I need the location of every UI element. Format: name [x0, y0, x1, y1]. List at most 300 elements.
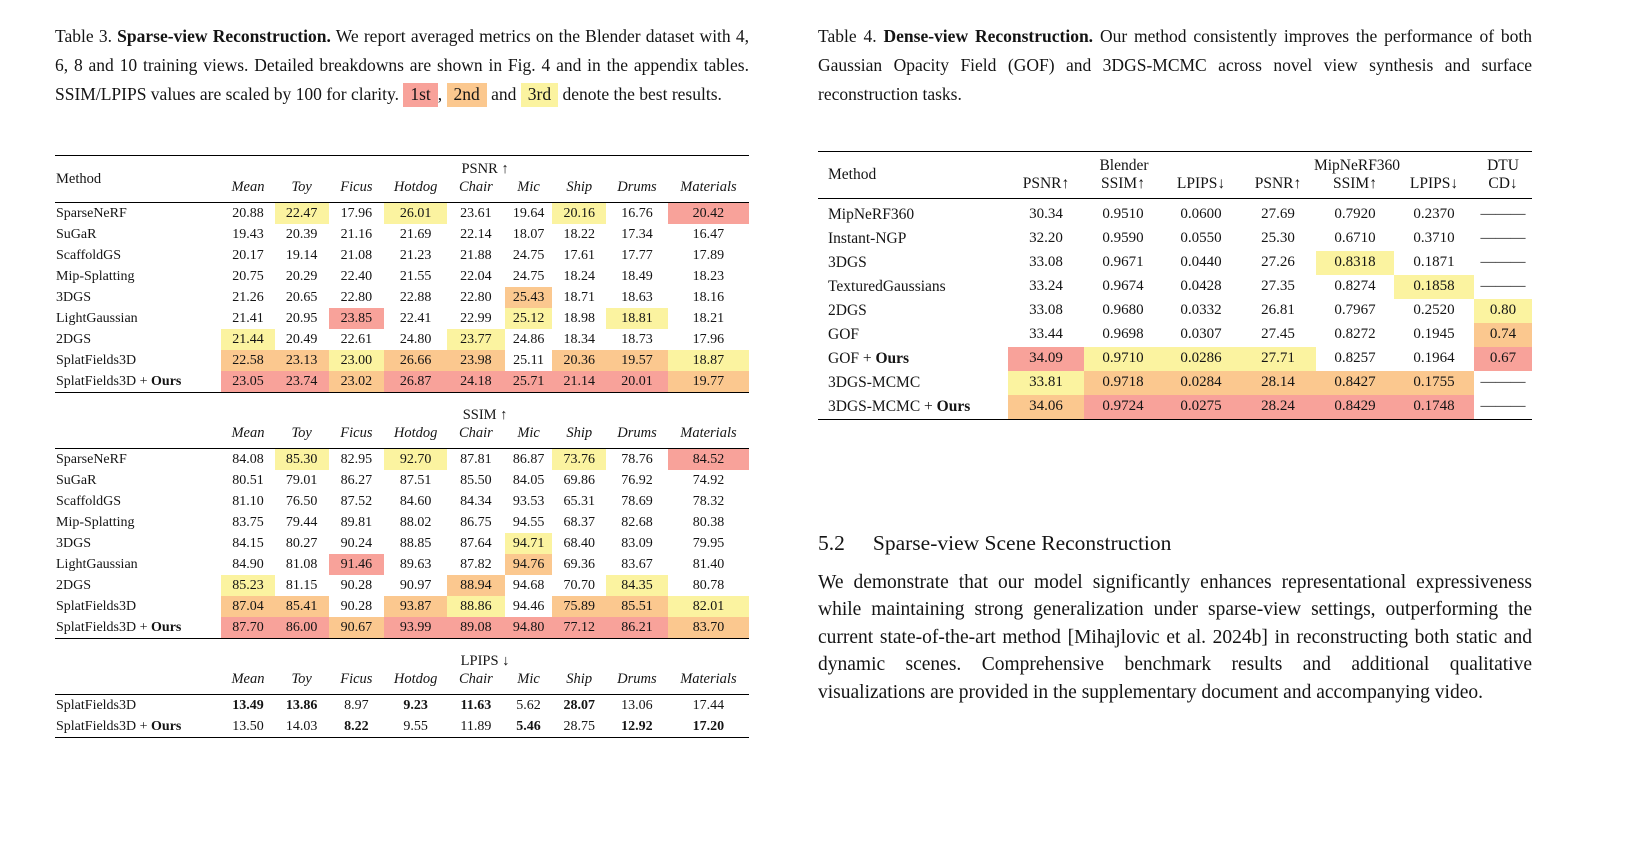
- value-cell: 0.0600: [1180, 206, 1222, 222]
- value-cell: 0.6710: [1334, 230, 1376, 246]
- value-cell: 89.63: [399, 557, 432, 572]
- value-cell: 26.66: [384, 350, 447, 371]
- table3-caption-tail: denote the best results.: [562, 84, 722, 104]
- table-row: [55, 512, 749, 533]
- value-cell: 22.99: [460, 311, 492, 326]
- method-cell: SuGaR: [56, 473, 97, 488]
- value-cell: 20.42: [668, 203, 749, 225]
- column-header: Mic: [505, 670, 553, 695]
- method-cell: TexturedGaussians: [828, 278, 946, 295]
- table-row: [55, 350, 749, 371]
- value-cell: 92.70: [384, 449, 447, 471]
- column-header: Materials: [668, 178, 749, 203]
- value-cell: 88.02: [399, 515, 432, 530]
- value-cell: 21.55: [399, 269, 432, 284]
- method-cell: SplatFields3D + Ours: [56, 374, 182, 389]
- value-cell: 79.01: [285, 473, 318, 488]
- value-cell: 86.87: [512, 452, 545, 467]
- column-header: Drums: [606, 178, 668, 203]
- value-cell: 88.85: [399, 536, 432, 551]
- value-cell: 80.27: [285, 536, 318, 551]
- value-cell: 0.8429: [1316, 395, 1394, 420]
- ours-label: Ours: [151, 374, 182, 389]
- table4-caption-label: Table 4.: [818, 26, 877, 46]
- column-header: LPIPS↓: [1162, 175, 1240, 199]
- table-row: [55, 575, 749, 596]
- value-cell: 25.71: [505, 371, 553, 393]
- value-cell: 12.92: [621, 719, 653, 734]
- method-column-header: [55, 648, 221, 695]
- value-cell: 23.98: [447, 350, 505, 371]
- method-cell: 3DGS-MCMC + Ours: [828, 398, 971, 415]
- value-cell: 84.90: [232, 557, 264, 572]
- value-cell: 18.71: [563, 290, 595, 305]
- method-cell: GOF + Ours: [828, 350, 910, 367]
- method-cell: 3DGS: [56, 290, 92, 305]
- value-cell: 0.9590: [1102, 230, 1144, 246]
- value-cell: 90.28: [340, 599, 373, 614]
- value-cell: 18.22: [563, 227, 595, 242]
- column-header: Ship: [552, 670, 606, 695]
- value-cell: 87.52: [340, 494, 373, 509]
- ours-label: Ours: [936, 398, 971, 415]
- value-cell: 86.75: [460, 515, 492, 530]
- value-cell: 94.71: [505, 533, 553, 554]
- value-cell: 87.51: [399, 473, 432, 488]
- value-cell: 0.1858: [1394, 275, 1474, 299]
- value-cell: 0.67: [1474, 347, 1532, 371]
- value-cell: 18.49: [621, 269, 653, 284]
- value-cell: 78.76: [621, 452, 653, 467]
- table-row: [55, 266, 749, 287]
- value-cell: 27.71: [1240, 347, 1316, 371]
- column-header: Ship: [552, 424, 606, 449]
- value-cell: 94.80: [505, 617, 553, 639]
- value-cell: 85.41: [275, 596, 329, 617]
- value-cell: 20.01: [606, 371, 668, 393]
- value-cell: 21.88: [460, 248, 492, 263]
- column-header: Hotdog: [384, 670, 447, 695]
- value-cell: 33.08: [1029, 254, 1063, 270]
- value-cell: 65.31: [563, 494, 595, 509]
- value-cell: 0.9724: [1084, 395, 1162, 420]
- table-row: [55, 329, 749, 350]
- value-cell: 77.12: [552, 617, 606, 639]
- value-cell: 32.20: [1029, 230, 1063, 246]
- method-cell: 2DGS: [56, 578, 92, 593]
- table-row: [818, 275, 1532, 299]
- value-cell: 90.24: [340, 536, 373, 551]
- value-cell: 22.14: [460, 227, 492, 242]
- section-paragraph: We demonstrate that our model significantly enhances representational expressiveness while maintaining strong generalization under sparse-view settings, outperforming the current state-of-the-art method [Mihajlovic et al. 2024b] in reconstructing both static and dynamic scenes. Comprehensive benchmark results and additional qualitative visualizations are provided in the supplementary document and accompanying video.: [818, 571, 1532, 703]
- value-cell: 33.81: [1008, 371, 1084, 395]
- method-column-header: Method: [818, 152, 1008, 199]
- value-cell: 82.01: [668, 596, 749, 617]
- method-cell: LightGaussian: [56, 311, 138, 326]
- value-cell: 8.97: [344, 698, 369, 713]
- value-cell: 0.1964: [1413, 350, 1455, 366]
- value-cell: 20.95: [285, 311, 318, 326]
- value-cell: 16.76: [621, 206, 653, 221]
- value-cell: 84.15: [232, 536, 264, 551]
- value-cell: 0.0275: [1162, 395, 1240, 420]
- table3-caption-label: Table 3.: [55, 26, 112, 46]
- value-cell: 73.76: [552, 449, 606, 471]
- value-cell: 22.80: [340, 290, 373, 305]
- value-cell: 5.62: [516, 698, 541, 713]
- value-cell: 0.1755: [1394, 371, 1474, 395]
- value-cell: ———: [1480, 254, 1526, 270]
- section-number: 5.2: [818, 530, 845, 555]
- value-cell: 25.30: [1261, 230, 1295, 246]
- value-cell: 30.34: [1029, 206, 1063, 222]
- value-cell: ———: [1480, 278, 1526, 294]
- table-row: [818, 251, 1532, 275]
- table-row: [818, 227, 1532, 251]
- value-cell: 83.75: [232, 515, 264, 530]
- value-cell: 34.09: [1008, 347, 1084, 371]
- table3: [55, 155, 749, 738]
- value-cell: 0.8318: [1316, 251, 1394, 275]
- value-cell: 23.00: [329, 350, 385, 371]
- value-cell: 82.68: [621, 515, 653, 530]
- value-cell: 0.0284: [1162, 371, 1240, 395]
- method-cell: SparseNeRF: [56, 206, 127, 221]
- value-cell: 21.16: [340, 227, 373, 242]
- value-cell: 81.10: [232, 494, 264, 509]
- value-cell: 0.8272: [1334, 326, 1376, 342]
- column-header: Chair: [447, 670, 505, 695]
- table-row: [55, 449, 749, 471]
- table3-caption: [55, 22, 749, 109]
- table-row: [818, 323, 1532, 347]
- value-cell: 78.69: [621, 494, 653, 509]
- value-cell: 25.12: [505, 308, 553, 329]
- value-cell: 23.77: [447, 329, 505, 350]
- value-cell: 33.08: [1029, 302, 1063, 318]
- dataset-group-label: MipNeRF360: [1313, 157, 1401, 174]
- value-cell: 19.64: [512, 206, 545, 221]
- value-cell: 84.34: [460, 494, 492, 509]
- value-cell: 74.92: [692, 473, 725, 488]
- value-cell: 18.63: [621, 290, 653, 305]
- table3-caption-text: We report averaged metrics on the Blender dataset with 4, 6, 8 and 10 training views. Detailed breakdowns are shown in Fig. 4 and in the appendix tables. SSIM/LPIPS values are scaled by 100 for clarity.: [55, 26, 749, 104]
- value-cell: 0.7967: [1334, 302, 1376, 318]
- method-cell: SplatFields3D: [56, 698, 137, 713]
- value-cell: 17.34: [621, 227, 653, 242]
- value-cell: 0.1871: [1413, 254, 1455, 270]
- value-cell: 90.67: [329, 617, 385, 639]
- value-cell: 18.98: [563, 311, 595, 326]
- value-cell: 18.87: [668, 350, 749, 371]
- value-cell: 18.16: [692, 290, 725, 305]
- third-place-badge: 3rd: [521, 83, 558, 107]
- table3-psnr: [55, 155, 749, 393]
- value-cell: 20.29: [285, 269, 318, 284]
- value-cell: 76.50: [285, 494, 318, 509]
- second-place-badge: 2nd: [447, 83, 487, 107]
- metric-label: PSNR ↑: [461, 161, 509, 177]
- value-cell: 0.8257: [1334, 350, 1376, 366]
- value-cell: 94.46: [512, 599, 545, 614]
- table-row: [55, 695, 749, 717]
- value-cell: 78.32: [692, 494, 725, 509]
- value-cell: 0.2520: [1413, 302, 1455, 318]
- value-cell: 0.9680: [1102, 302, 1144, 318]
- value-cell: 17.77: [621, 248, 653, 263]
- value-cell: 86.27: [340, 473, 373, 488]
- value-cell: 20.36: [552, 350, 606, 371]
- column-header: Chair: [447, 424, 505, 449]
- value-cell: 85.23: [221, 575, 275, 596]
- column-header: PSNR↑: [1240, 175, 1316, 199]
- method-cell: 2DGS: [56, 332, 92, 347]
- value-cell: 18.81: [606, 308, 668, 329]
- column-header: Hotdog: [384, 178, 447, 203]
- value-cell: 84.35: [606, 575, 668, 596]
- table-row: [818, 299, 1532, 323]
- value-cell: 21.23: [399, 248, 432, 263]
- value-cell: 14.03: [285, 719, 318, 734]
- table-row: [55, 533, 749, 554]
- value-cell: 69.36: [563, 557, 595, 572]
- metric-header-row: [55, 156, 749, 179]
- value-cell: 0.1945: [1413, 326, 1455, 342]
- value-cell: 11.63: [460, 698, 492, 713]
- value-cell: 84.08: [232, 452, 264, 467]
- table-row: [55, 716, 749, 738]
- column-header: SSIM↑: [1084, 175, 1162, 199]
- value-cell: 87.82: [460, 557, 492, 572]
- column-header: Mean: [221, 178, 275, 203]
- value-cell: 90.97: [399, 578, 432, 593]
- value-cell: 0.1748: [1394, 395, 1474, 420]
- value-cell: ———: [1480, 206, 1526, 222]
- column-header: Ficus: [329, 178, 385, 203]
- table-row: [55, 596, 749, 617]
- value-cell: 85.51: [606, 596, 668, 617]
- method-cell: 3DGS: [828, 254, 867, 271]
- caption-separator: ,: [437, 84, 443, 104]
- column-header: Toy: [275, 670, 329, 695]
- value-cell: 28.14: [1240, 371, 1316, 395]
- method-cell: ScaffoldGS: [56, 248, 122, 263]
- value-cell: 80.38: [692, 515, 725, 530]
- value-cell: ———: [1480, 230, 1526, 246]
- value-cell: 19.43: [232, 227, 264, 242]
- value-cell: 5.46: [516, 719, 541, 734]
- ours-label: Ours: [875, 350, 910, 367]
- value-cell: 34.06: [1008, 395, 1084, 420]
- value-cell: 81.40: [692, 557, 725, 572]
- value-cell: 0.9674: [1102, 278, 1144, 294]
- table4-caption-title: Dense-view Reconstruction.: [883, 26, 1094, 46]
- value-cell: 68.40: [563, 536, 595, 551]
- value-cell: 0.0550: [1180, 230, 1222, 246]
- value-cell: 20.16: [552, 203, 606, 225]
- table4-caption: [818, 22, 1532, 109]
- value-cell: 18.34: [563, 332, 595, 347]
- method-cell: SuGaR: [56, 227, 97, 242]
- table-row: [55, 245, 749, 266]
- value-cell: 26.01: [384, 203, 447, 225]
- column-header: Ficus: [329, 670, 385, 695]
- value-cell: 13.50: [232, 719, 264, 734]
- table-row: [55, 308, 749, 329]
- method-column-header: Method: [55, 156, 221, 203]
- value-cell: 28.24: [1240, 395, 1316, 420]
- value-cell: 0.8427: [1316, 371, 1394, 395]
- value-cell: 70.70: [563, 578, 595, 593]
- value-cell: 68.37: [563, 515, 595, 530]
- value-cell: 25.43: [505, 287, 553, 308]
- value-cell: 33.44: [1029, 326, 1063, 342]
- value-cell: 94.55: [512, 515, 545, 530]
- value-cell: 0.0440: [1180, 254, 1222, 270]
- value-cell: 24.75: [512, 269, 545, 284]
- value-cell: 86.00: [275, 617, 329, 639]
- value-cell: 19.57: [606, 350, 668, 371]
- value-cell: 8.22: [344, 719, 369, 734]
- value-cell: 17.89: [692, 248, 725, 263]
- value-cell: 0.0332: [1180, 302, 1222, 318]
- value-cell: 27.26: [1261, 254, 1295, 270]
- value-cell: 91.46: [329, 554, 385, 575]
- value-cell: 33.24: [1029, 278, 1063, 294]
- table-row: [55, 617, 749, 639]
- value-cell: 22.80: [460, 290, 492, 305]
- value-cell: 21.41: [232, 311, 264, 326]
- column-header: Hotdog: [384, 424, 447, 449]
- table-row: [55, 287, 749, 308]
- value-cell: 0.8274: [1334, 278, 1376, 294]
- left-column: [55, 22, 749, 738]
- method-cell: GOF: [828, 326, 860, 343]
- value-cell: 85.50: [460, 473, 492, 488]
- value-cell: 18.23: [692, 269, 725, 284]
- value-cell: 83.09: [621, 536, 653, 551]
- method-cell: SplatFields3D: [56, 599, 137, 614]
- value-cell: 22.61: [340, 332, 373, 347]
- metric-label: SSIM ↑: [462, 407, 508, 423]
- value-cell: 22.41: [399, 311, 432, 326]
- value-cell: 79.95: [692, 536, 725, 551]
- table4: [818, 151, 1532, 420]
- value-cell: 17.96: [692, 332, 725, 347]
- value-cell: 18.24: [563, 269, 595, 284]
- value-cell: 17.20: [692, 719, 725, 734]
- value-cell: 0.0428: [1180, 278, 1222, 294]
- value-cell: 93.87: [384, 596, 447, 617]
- value-cell: 24.86: [512, 332, 545, 347]
- value-cell: 80.78: [692, 578, 725, 593]
- value-cell: 93.53: [512, 494, 545, 509]
- method-cell: SplatFields3D: [56, 353, 137, 368]
- value-cell: 21.08: [340, 248, 373, 263]
- value-cell: 22.04: [460, 269, 492, 284]
- table-row: [55, 554, 749, 575]
- method-cell: 2DGS: [828, 302, 867, 319]
- section-title: Sparse-view Scene Reconstruction: [872, 530, 1172, 555]
- caption-separator: and: [491, 84, 517, 104]
- column-header: Drums: [606, 424, 668, 449]
- value-cell: 83.67: [621, 557, 653, 572]
- value-cell: 20.17: [232, 248, 264, 263]
- column-header: Drums: [606, 670, 668, 695]
- value-cell: 88.94: [447, 575, 505, 596]
- value-cell: 89.08: [447, 617, 505, 639]
- value-cell: 82.95: [340, 452, 373, 467]
- value-cell: 86.21: [606, 617, 668, 639]
- value-cell: 19.14: [285, 248, 318, 263]
- method-cell: LightGaussian: [56, 557, 138, 572]
- value-cell: 17.61: [563, 248, 595, 263]
- column-header: Mic: [505, 178, 553, 203]
- value-cell: 26.87: [384, 371, 447, 393]
- value-cell: 22.47: [275, 203, 329, 225]
- table3-caption-title: Sparse-view Reconstruction.: [117, 26, 331, 46]
- table-row: [818, 199, 1532, 227]
- value-cell: 17.44: [692, 698, 725, 713]
- value-cell: 88.86: [447, 596, 505, 617]
- value-cell: 83.70: [668, 617, 749, 639]
- value-cell: 80.51: [232, 473, 264, 488]
- value-cell: 20.75: [232, 269, 264, 284]
- method-cell: Instant-NGP: [828, 230, 907, 247]
- table-row: [55, 203, 749, 225]
- table-row: [818, 395, 1532, 420]
- value-cell: 24.75: [512, 248, 545, 263]
- column-header: Materials: [668, 424, 749, 449]
- value-cell: 0.9710: [1084, 347, 1162, 371]
- method-cell: SparseNeRF: [56, 452, 127, 467]
- dataset-group-label: Blender: [1099, 157, 1149, 174]
- value-cell: 20.39: [285, 227, 318, 242]
- value-cell: 84.05: [512, 473, 545, 488]
- value-cell: 0.9698: [1102, 326, 1144, 342]
- value-cell: 23.74: [275, 371, 329, 393]
- value-cell: 87.70: [221, 617, 275, 639]
- column-header: Ficus: [329, 424, 385, 449]
- group-header-row: [818, 152, 1532, 176]
- value-cell: 0.9718: [1084, 371, 1162, 395]
- column-header: Toy: [275, 424, 329, 449]
- value-cell: 9.55: [403, 719, 428, 734]
- value-cell: 69.86: [563, 473, 595, 488]
- value-cell: 21.69: [399, 227, 432, 242]
- ours-label: Ours: [151, 620, 182, 635]
- value-cell: ———: [1480, 374, 1526, 390]
- table3-lpips: [55, 648, 749, 738]
- method-cell: Mip-Splatting: [56, 269, 135, 284]
- column-header: Ship: [552, 178, 606, 203]
- value-cell: 90.28: [340, 578, 373, 593]
- method-cell: ScaffoldGS: [56, 494, 122, 509]
- table-row: [818, 347, 1532, 371]
- value-cell: 11.89: [460, 719, 492, 734]
- value-cell: 22.40: [340, 269, 373, 284]
- value-cell: 0.0286: [1162, 347, 1240, 371]
- section-heading: [818, 528, 1532, 558]
- value-cell: 19.77: [668, 371, 749, 393]
- value-cell: 0.74: [1474, 323, 1532, 347]
- value-cell: 85.30: [275, 449, 329, 471]
- value-cell: 89.81: [340, 515, 373, 530]
- right-column: [818, 22, 1532, 706]
- value-cell: 22.58: [221, 350, 275, 371]
- table-row: [55, 491, 749, 512]
- value-cell: 23.85: [329, 308, 385, 329]
